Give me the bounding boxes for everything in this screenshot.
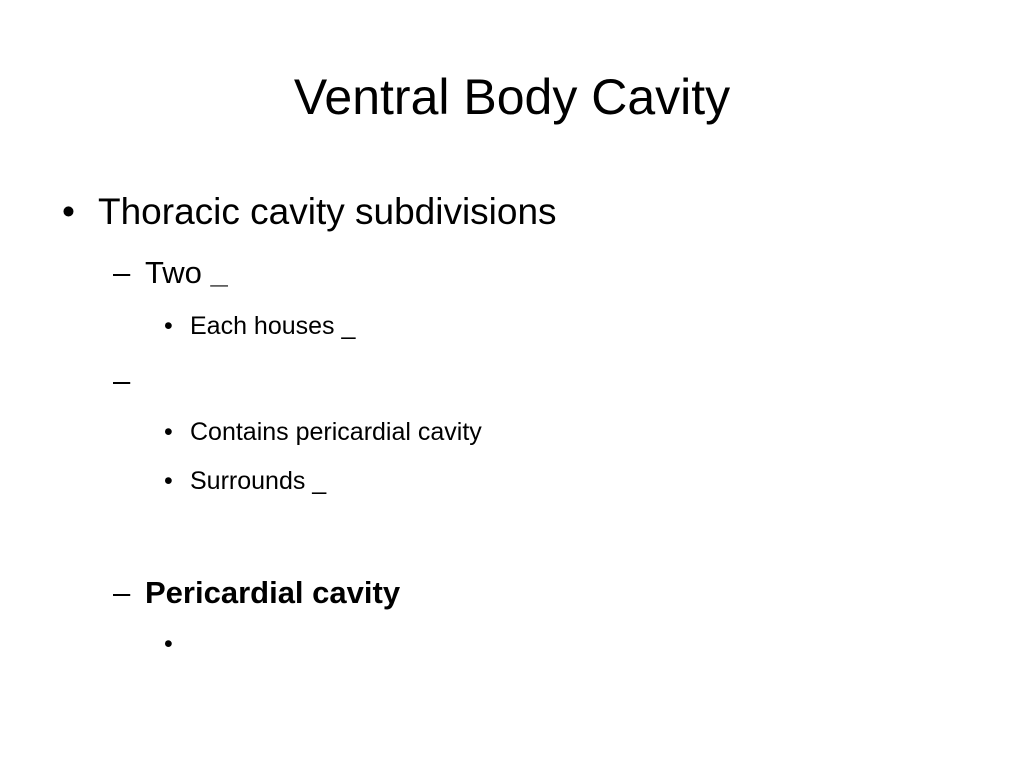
bullet-text: Pericardial cavity — [145, 575, 401, 610]
bullet-level2-two — [113, 254, 228, 292]
bullet-marker: • — [164, 467, 173, 495]
bullet-marker: • — [164, 418, 173, 446]
bullet-level3-surrounds — [164, 465, 326, 497]
bullet-level2-pericardial — [113, 574, 400, 612]
bullet-text: Contains pericardial cavity — [190, 418, 482, 446]
bullet-level3-each-houses — [164, 310, 355, 342]
bullet-level2-empty — [113, 362, 145, 400]
dash-marker: – — [113, 575, 131, 610]
dash-marker: – — [113, 363, 131, 398]
bullet-level1-thoracic — [62, 190, 557, 234]
bullet-level3-contains — [164, 416, 482, 448]
bullet-text: Two — [145, 255, 202, 290]
bullet-level3-empty — [164, 628, 190, 660]
bullet-marker: • — [164, 312, 173, 340]
bullet-marker: • — [164, 630, 173, 658]
bullet-text: Surrounds _ — [190, 467, 327, 495]
bullet-text: Each houses _ — [190, 312, 356, 340]
bullet-text: Thoracic cavity subdivisions — [98, 191, 557, 232]
slide-title: Ventral Body Cavity — [293, 69, 731, 125]
dash-marker: – — [113, 255, 131, 290]
blank-placeholder: _ — [210, 255, 228, 290]
bullet-marker: • — [62, 191, 75, 232]
